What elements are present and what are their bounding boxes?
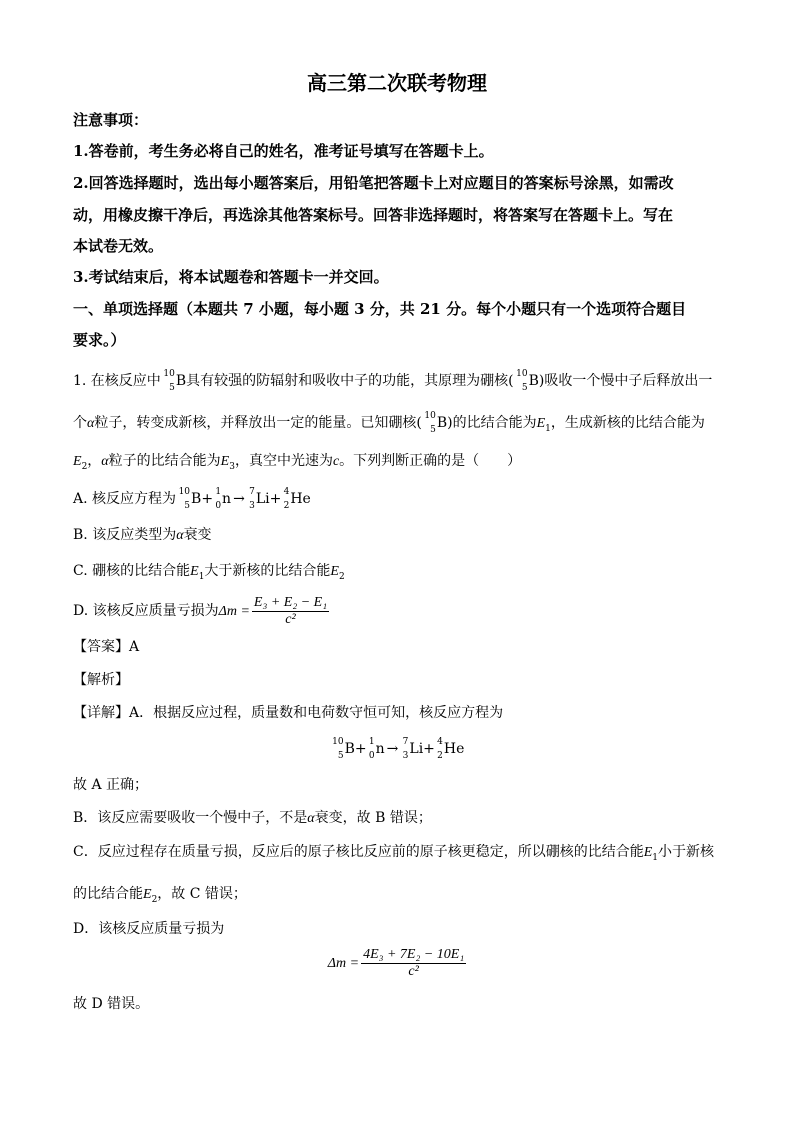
mass-defect-equation: Δm = $\frac{\text{4E₃ + 7E₂ − 10E₁}}{\text{c²}}$	[327, 946, 465, 979]
option-b: B. 该反应类型为α衰变	[73, 527, 212, 543]
answer-label: 【答案】A	[73, 639, 140, 655]
detail-a-conclusion: 故 A 正确；	[73, 777, 149, 793]
nuclide-boron-10: 10 5	[163, 369, 175, 393]
detail-c-line-1: C．反应过程存在质量亏损，反应后的原子核比反应前的原子核更稳定，所以硼核的比结合能$E_1$小于新核	[73, 844, 715, 863]
notice-heading: 注意事项：	[73, 111, 149, 129]
analysis-label: 【解析】	[73, 672, 129, 688]
detail-a-line: 【详解】A．根据反应过程，质量数和电荷数守恒可知，核反应方程为	[73, 705, 504, 721]
option-a: A. 核反应方程为 10 5 B+ 1 0 n → 7 3 Li+ 4 2 He	[73, 487, 311, 511]
section-heading-line-1: 一、单项选择题（本题共 7 小题，每小题 3 分，共 21 分。每个小题只有一个选项符合题目	[73, 300, 687, 318]
section-heading-line-2: 要求。）	[73, 331, 126, 349]
fraction-option-d: $\frac{\text{E₃ + E₂ − E₁}}{\text{c²}}$	[253, 594, 328, 627]
detail-d-conclusion: 故 D 错误。	[73, 996, 150, 1012]
question-1-line-2: 个α粒子，转变成新核，并释放出一定的能量。已知硼核( 10 5 B)的比结合能为$E_1$，生成新核的比结合能为	[73, 411, 705, 435]
detail-d-line: D．该核反应质量亏损为	[73, 921, 225, 937]
question-1-line-1: 1. 在核反应中 10 5 B具有较强的防辐射和吸收中子的功能，其原理为硼核( 10 5 B)吸收一个慢中子后释放出一	[73, 369, 713, 393]
reaction-equation: 10 5 B+ 1 0 n → 7 3 Li+ 4 2 He	[332, 737, 465, 761]
option-c: C. 硼核的比结合能$E_1$大于新核的比结合能$E_2$	[73, 563, 345, 582]
notice-item-2-line-3: 本试卷无效。	[73, 237, 164, 255]
question-1-line-3: $E_2$，α粒子的比结合能为$E_3$，真空中光速为c。下列判断正确的是（ ）	[73, 453, 522, 472]
notice-item-3: 3.考试结束后，将本试题卷和答题卡一并交回。	[73, 268, 389, 286]
notice-item-2-line-2: 动，用橡皮擦干净后，再选涂其他答案标号。回答非选择题时，将答案写在答题卡上。写在	[73, 206, 674, 224]
notice-item-1: 1.答卷前，考生务必将自己的姓名，准考证号填写在答题卡上。	[73, 142, 494, 160]
detail-b-line: B．该反应需要吸收一个慢中子，不是α衰变，故 B 错误；	[73, 810, 432, 826]
notice-item-2-line-1: 2.回答选择题时，选出每小题答案后，用铅笔把答题卡上对应题目的答案标号涂黑，如需改	[73, 174, 674, 192]
detail-c-line-2: 的比结合能$E_2$，故 C 错误；	[73, 886, 247, 905]
page-title: 高三第二次联考物理	[307, 71, 487, 95]
fraction-solution-d: $\frac{\text{4E₃ + 7E₂ − 10E₁}}{\text{c²}}$	[363, 946, 465, 979]
option-d: D. 该核反应质量亏损为Δm = $\frac{\text{E₃ + E₂ − E₁}}{\text{c²}}$	[73, 594, 328, 627]
